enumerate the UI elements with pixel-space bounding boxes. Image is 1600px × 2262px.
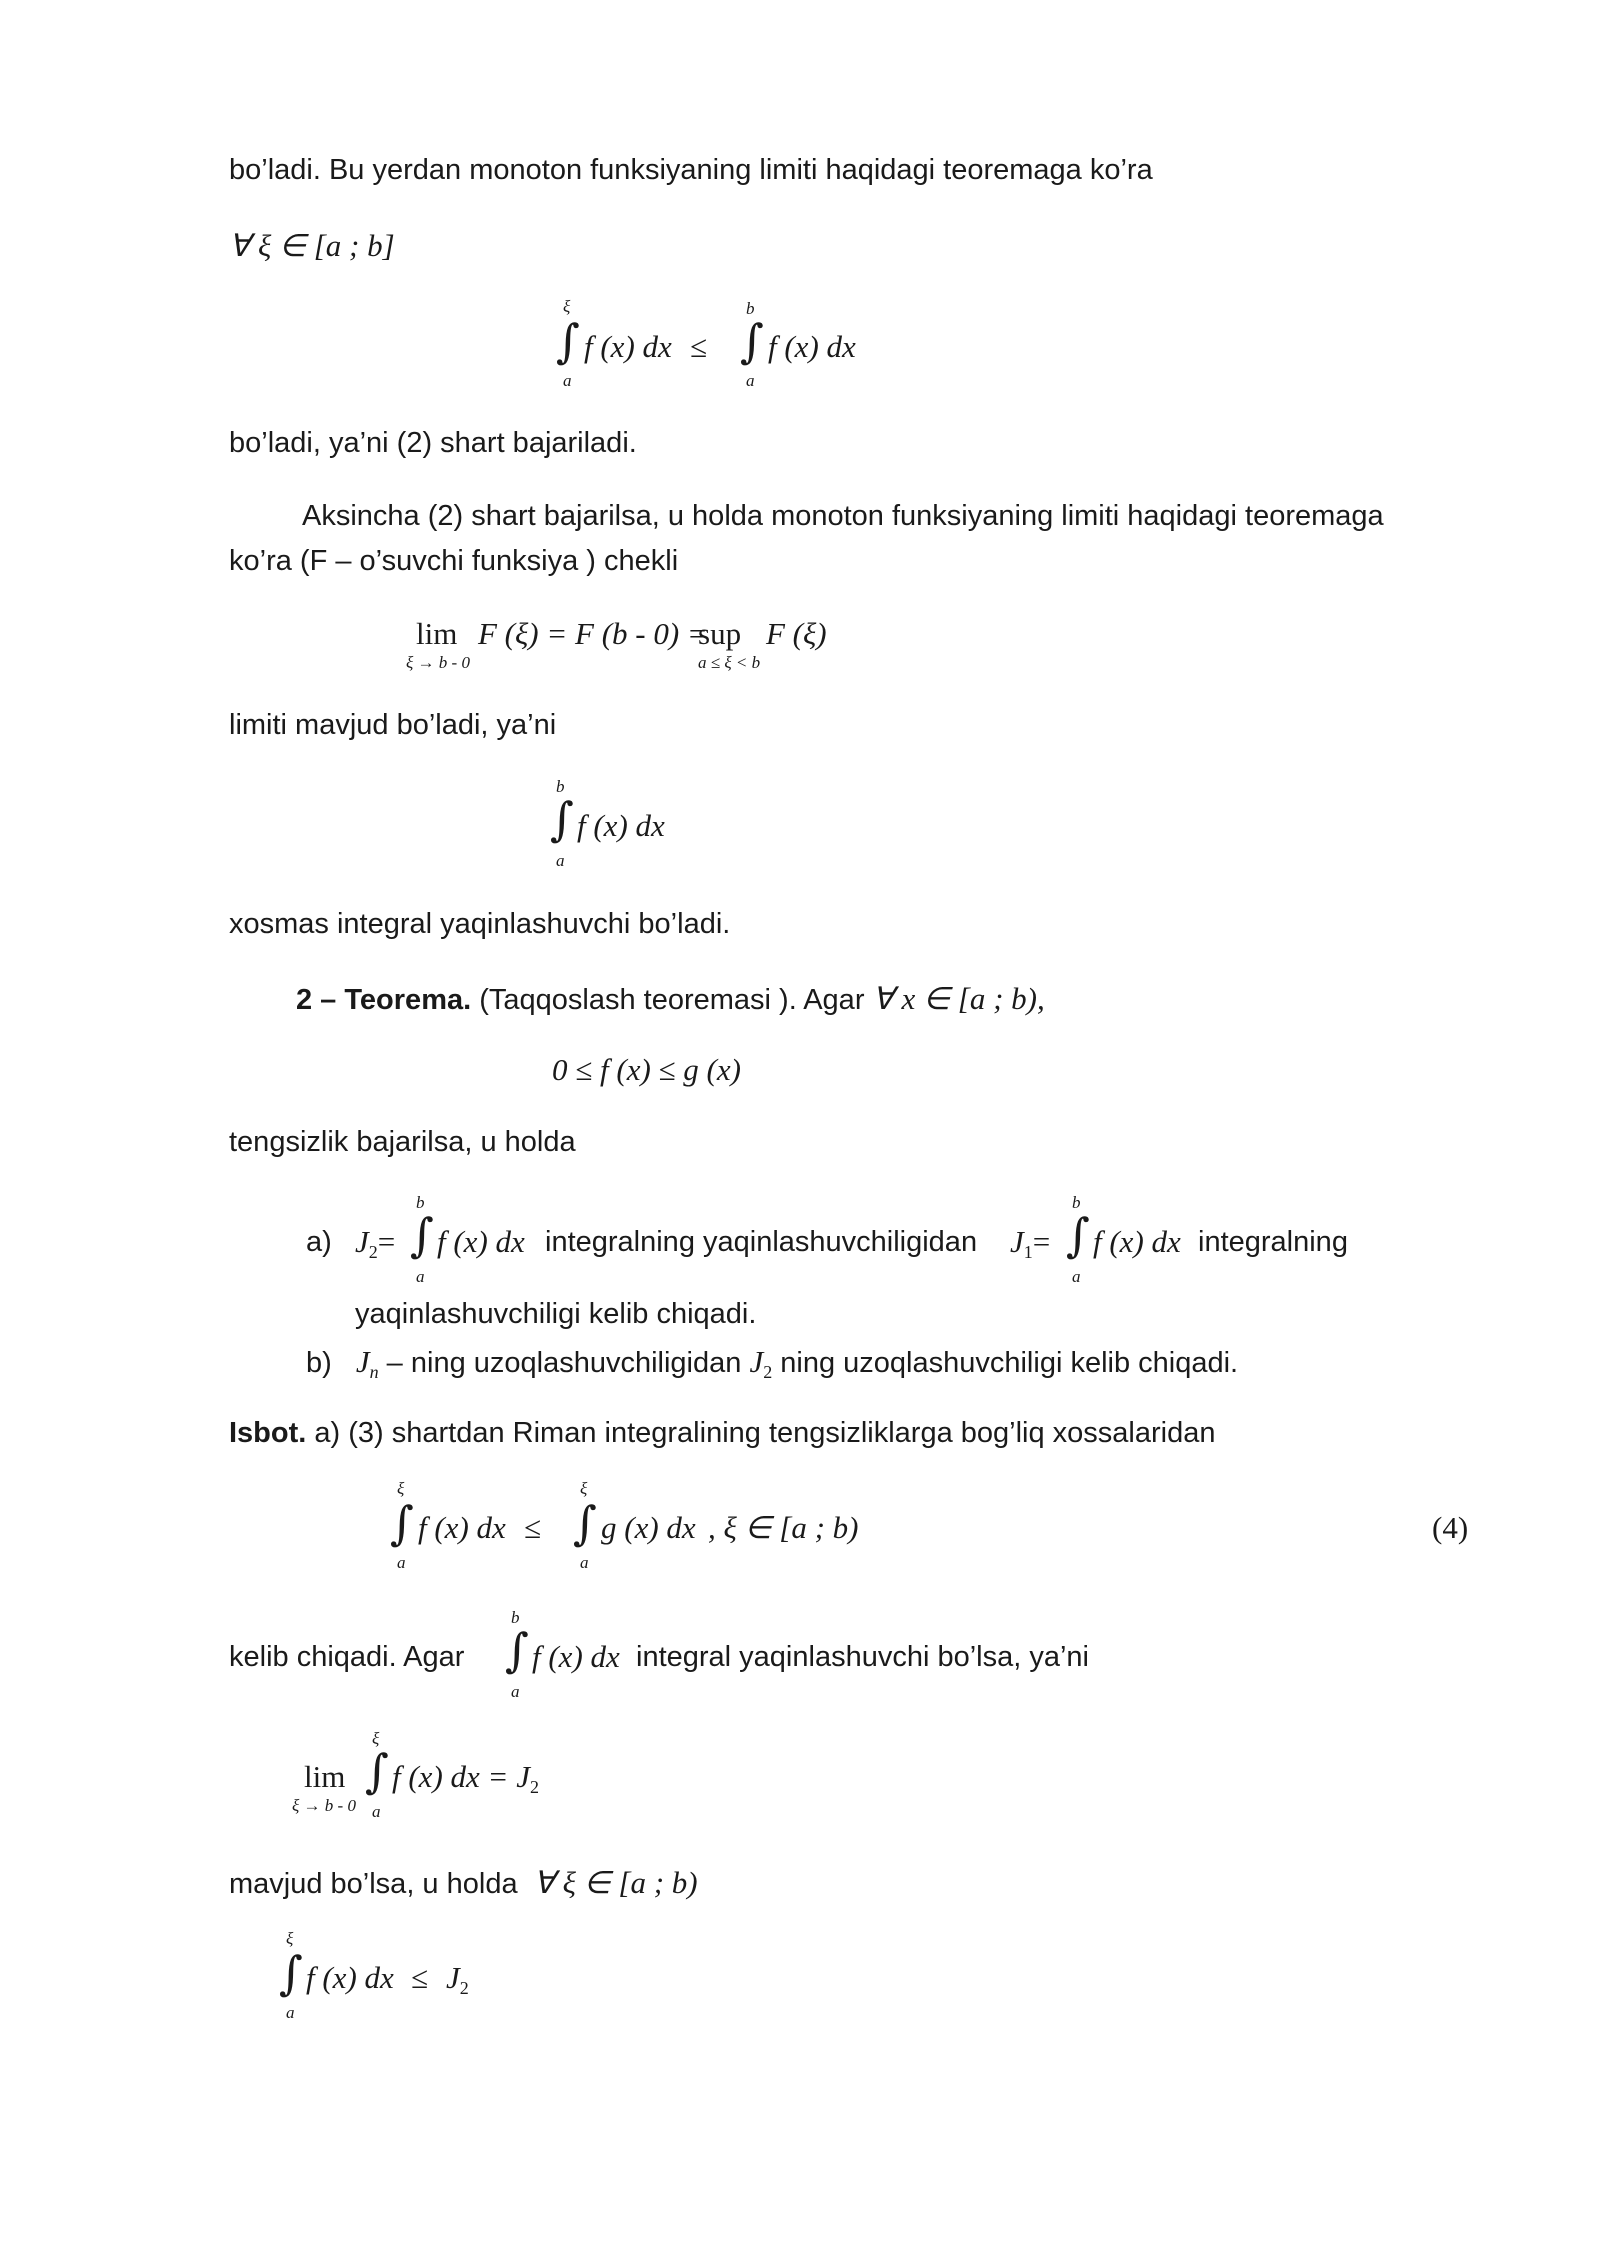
J-2-symbol: $J_2$ — [446, 1960, 469, 1998]
integral-sign: ∫ — [279, 1946, 303, 2000]
integral-sign: ∫ — [1066, 1208, 1090, 1262]
proof-label: Isbot. — [229, 1417, 307, 1449]
lower-limit: a — [746, 371, 755, 390]
upper-limit: b — [556, 777, 565, 796]
sup-expression: F (ξ) — [766, 616, 827, 651]
theorem-label: 2 – Teorema. — [296, 984, 472, 1016]
lim-operator: lim — [304, 1759, 346, 1794]
item-text: ning uzoqlashuvchiligi kelib chiqadi. — [772, 1347, 1239, 1379]
integral-sign: ∫ — [740, 314, 764, 368]
lower-limit: a — [511, 1682, 520, 1701]
upper-limit: ξ — [372, 1729, 380, 1748]
sup-operator: sup — [698, 616, 742, 651]
item-text: yaqinlashuvchiligi kelib chiqadi. — [355, 1298, 757, 1330]
lower-limit: a — [372, 1802, 381, 1821]
proof-text: a) (3) shartdan Riman integralining tengsizliklarga bog’liq xossalaridan — [306, 1417, 1216, 1449]
upper-limit: b — [416, 1193, 425, 1212]
upper-limit: ξ — [286, 1929, 294, 1948]
integrand-equals: f (x) dx = $J_2$ — [392, 1759, 539, 1797]
upper-limit: ξ — [397, 1479, 405, 1498]
integral-sign: ∫ — [410, 1208, 434, 1262]
integral-sign: ∫ — [390, 1496, 414, 1550]
integral-sign: ∫ — [365, 1744, 389, 1798]
integrand: g (x) dx — [601, 1510, 696, 1545]
theorem-line — [296, 983, 1045, 1015]
le-sign: ≤ — [411, 1960, 429, 1995]
integral-sign: ∫ — [505, 1623, 529, 1677]
lower-limit: a — [1072, 1267, 1081, 1286]
integrand: f (x) dx — [306, 1960, 394, 1995]
text-line: tengsizlik bajarilsa, u holda — [229, 1126, 576, 1158]
list-item-b — [306, 1346, 1238, 1381]
upper-limit: b — [1072, 1193, 1081, 1212]
integrand: f (x) dx — [1093, 1224, 1181, 1259]
integral-sign: ∫ — [550, 792, 574, 846]
text-line: bo’ladi, ya’ni (2) shart bajariladi. — [229, 427, 637, 459]
J-n-symbol: Jn — [355, 1344, 379, 1382]
J-symbol: $J_1=$ — [1010, 1224, 1051, 1262]
text-line: integral yaqinlashuvchi bo’lsa, ya’ni — [636, 1641, 1089, 1673]
theorem-condition: ∀ x ∈ [a ; b), — [872, 981, 1045, 1016]
upper-limit: b — [511, 1608, 520, 1627]
item-label: b) — [306, 1347, 332, 1379]
integrand: f (x) dx — [532, 1639, 620, 1674]
integral-sign: ∫ — [556, 314, 580, 368]
lower-limit: a — [580, 1553, 589, 1572]
lower-limit: a — [286, 2003, 295, 2022]
integrand: f (x) dx — [437, 1224, 525, 1259]
text-line: kelib chiqadi. Agar — [229, 1641, 465, 1673]
sup-subscript: a ≤ ξ < b — [698, 653, 761, 672]
limit-expression: F (ξ) = F (b - 0) = — [478, 616, 708, 651]
le-sign: ≤ — [690, 329, 708, 364]
lim-operator: lim — [416, 616, 458, 651]
lower-limit: a — [397, 1553, 406, 1572]
integrand: f (x) dx — [768, 329, 856, 364]
J-symbol: $J_2=$ — [355, 1224, 396, 1262]
le-sign: ≤ — [524, 1510, 542, 1545]
item-text: integralning yaqinlashuvchiligidan — [545, 1226, 978, 1258]
text-line: limiti mavjud bo’ladi, ya’ni — [229, 709, 557, 741]
integrand: f (x) dx — [418, 1510, 506, 1545]
text-line — [229, 1867, 698, 1899]
text-segment: mavjud bo’lsa, u holda — [229, 1868, 518, 1900]
integrand: f (x) dx — [584, 329, 672, 364]
equation-number: (4) — [1432, 1510, 1469, 1545]
text-line: ko’ra (F – o’suvchi funksiya ) chekli — [229, 545, 679, 577]
integrand: f (x) dx — [577, 808, 665, 843]
proof-line — [229, 1419, 1215, 1448]
theorem-text: (Taqqoslash teoremasi ). Agar — [471, 984, 873, 1016]
integral-sign: ∫ — [573, 1496, 597, 1550]
math-forall-xi: ∀ ξ ∈ [a ; b] — [229, 228, 395, 263]
math-inequality: 0 ≤ f (x) ≤ g (x) — [552, 1052, 741, 1087]
upper-limit: ξ — [580, 1479, 588, 1498]
text-line: bo’ladi. Bu yerdan monoton funksiyaning limiti haqidagi teoremaga ko’ra — [229, 154, 1153, 186]
text-line: Aksincha (2) shart bajarilsa, u holda monoton funksiyaning limiti haqidagi teoremaga — [302, 500, 1384, 532]
text-line: xosmas integral yaqinlashuvchi bo’ladi. — [229, 908, 731, 940]
lower-limit: a — [563, 371, 572, 390]
J-2-symbol: $J_2$ — [749, 1344, 773, 1382]
item-label: a) — [306, 1226, 332, 1258]
lower-limit: a — [556, 851, 565, 870]
lower-limit: a — [416, 1267, 425, 1286]
math-forall-xi: ∀ ξ ∈ [a ; b) — [533, 1865, 698, 1900]
item-text: – ning uzoqlashuvchiligidan — [378, 1347, 750, 1379]
xi-condition: , ξ ∈ [a ; b) — [708, 1510, 859, 1545]
lim-subscript: ξ → b - 0 — [406, 653, 470, 672]
upper-limit: b — [746, 299, 755, 318]
item-text: integralning — [1198, 1226, 1348, 1258]
lim-subscript: ξ → b - 0 — [292, 1796, 356, 1815]
upper-limit: ξ — [563, 297, 571, 316]
